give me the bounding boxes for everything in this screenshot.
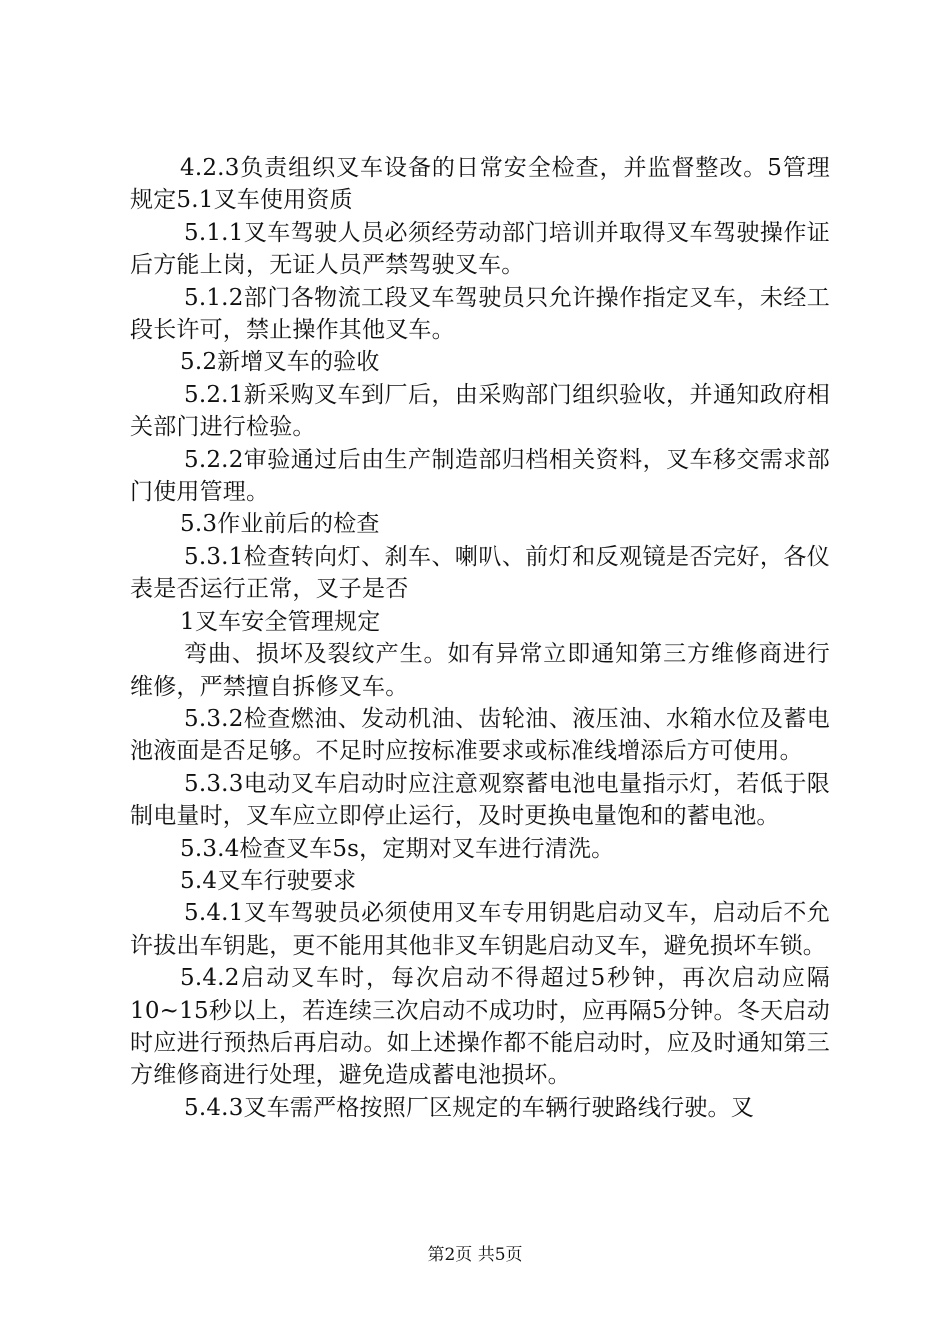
paragraph: 4.2.3负责组织叉车设备的日常安全检查，并监督整改。5管理规定5.1叉车使用资质	[130, 155, 830, 214]
paragraph: 5.2.2审验通过后由生产制造部归档相关资料，叉车移交需求部门使用管理。	[130, 446, 830, 506]
section-heading: 5.2新增叉车的验收	[180, 349, 380, 376]
paragraph: 5.2.1新采购叉车到厂后，由采购部门组织验收，并通知政府相关部门进行检验。	[130, 381, 830, 441]
paragraph: 5.3.3电动叉车启动时应注意观察蓄电池电量指示灯，若低于限制电量时，叉车应立即停止运行，及时更换电量饱和的蓄电池。	[130, 770, 830, 830]
paragraph: 5.1.2部门各物流工段叉车驾驶员只允许操作指定叉车，未经工段长许可，禁止操作其他叉车。	[130, 284, 830, 344]
paragraph: 5.4.1叉车驾驶员必须使用叉车专用钥匙启动叉车，启动后不允许拔出车钥匙，更不能用其他非叉车钥匙启动叉车，避免损坏车锁。	[130, 900, 830, 959]
paragraph: 5.3.4检查叉车5s，定期对叉车进行清洗。	[180, 835, 615, 862]
running-header: 1叉车安全管理规定	[180, 608, 381, 635]
section-heading: 5.4叉车行驶要求	[180, 867, 357, 894]
document-body	[130, 152, 830, 1124]
paragraph: 5.4.2启动叉车时，每次启动不得超过5秒钟，再次启动应隔10~15秒以上，若连续三次启动不成功时，应再隔5分钟。冬天启动时应进行预热后再启动。如上述操作都不能启动时，应及时通知第三方维修商进行处理，避免造成蓄电池损坏。	[130, 965, 830, 1089]
page-number: 第2页 共5页	[427, 1245, 523, 1265]
page-footer	[0, 1240, 950, 1265]
section-heading: 5.3作业前后的检查	[180, 511, 380, 538]
paragraph: 弯曲、损坏及裂纹产生。如有异常立即通知第三方维修商进行维修，严禁擅自拆修叉车。	[130, 641, 830, 700]
paragraph: 5.1.1叉车驾驶人员必须经劳动部门培训并取得叉车驾驶操作证后方能上岗，无证人员严禁驾驶叉车。	[130, 219, 830, 279]
paragraph: 5.3.2检查燃油、发动机油、齿轮油、液压油、水箱水位及蓄电池液面是否足够。不足时应按标准要求或标准线增添后方可使用。	[130, 705, 830, 765]
paragraph: 5.4.3叉车需严格按照厂区规定的车辆行驶路线行驶。叉	[184, 1094, 754, 1121]
paragraph: 5.3.1检查转向灯、刹车、喇叭、前灯和反观镜是否完好，各仪表是否运行正常，叉子是否	[130, 543, 830, 603]
